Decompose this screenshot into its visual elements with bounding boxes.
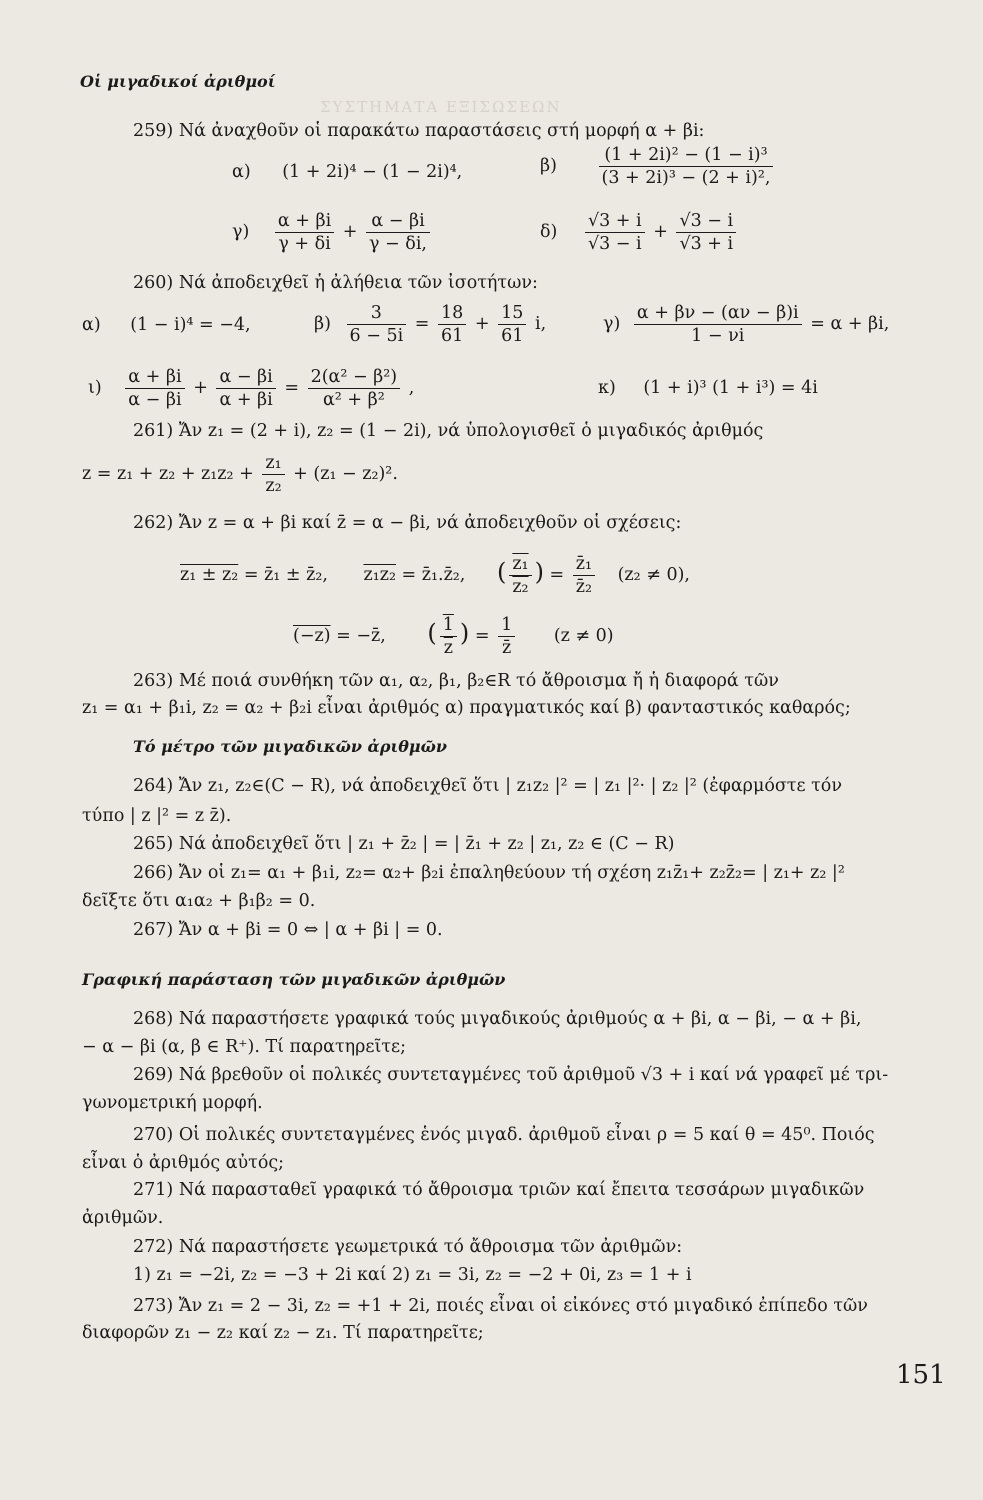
fraction xyxy=(216,366,275,411)
numerator: (1 + 2i)² − (1 − i)³ xyxy=(599,144,774,167)
fraction xyxy=(599,144,774,189)
numerator: z̄₁ xyxy=(573,553,595,576)
numerator: α + βi xyxy=(275,210,334,233)
item-label: β) xyxy=(314,314,331,334)
exercise-261-line1 xyxy=(133,420,763,442)
exercise-270-line1 xyxy=(133,1124,875,1146)
exercise-text: Οἱ πολικές συντεταγμένες ἑνός μιγαδ. ἀριθμοῦ εἶναι ρ = 5 καί θ = 45⁰. Ποιός xyxy=(178,1125,875,1145)
exercise-259-intro xyxy=(133,120,704,142)
equals-sign: = xyxy=(414,314,430,334)
numerator: 18 xyxy=(438,302,466,325)
exercise-268-line2: − α − βi (α, β ∈ R⁺). Τί παρατηρεῖτε; xyxy=(82,1037,406,1057)
exercise-label: 262) xyxy=(133,513,174,533)
item-label: α) xyxy=(232,162,251,182)
page-number: 151 xyxy=(896,1360,946,1390)
exercise-text: Ἄν οἱ z₁= α₁ + β₁i, z₂= α₂+ β₂i ἐπαληθεύουν τή σχέση z₁z̄₁+ z₂z̄₂= | z₁+ z₂ |² xyxy=(178,863,845,883)
expression: = z̄₁ ± z̄₂, xyxy=(243,565,328,585)
condition: (z ≠ 0) xyxy=(553,626,614,646)
exercise-text: Μέ ποιά συνθήκη τῶν α₁, α₂, β₁, β₂∈R τό ἄθροισμα ἤ ἡ διαφορά τῶν xyxy=(178,671,779,691)
exercise-272-line1 xyxy=(133,1236,682,1258)
close-paren: ) xyxy=(534,558,544,586)
denominator: √3 − i xyxy=(587,234,642,254)
expression: = −z̄, xyxy=(336,626,386,646)
denominator: z xyxy=(443,638,453,658)
exercise-263-line1 xyxy=(133,670,779,692)
numerator: 3 xyxy=(347,302,407,325)
exercise-264-line1 xyxy=(133,775,842,797)
exercise-261-line2 xyxy=(82,452,398,497)
expression-tail: = α + βi, xyxy=(810,314,890,334)
fraction xyxy=(498,614,515,659)
exercise-260-a xyxy=(82,314,251,336)
numerator: √3 + i xyxy=(585,210,645,233)
numerator: α + βi xyxy=(125,366,184,389)
exercise-text: Ἄν z₁, z₂∈(C − R), νά ἀποδειχθεῖ ὅτι | z₁z₂ |² = | z₁ |²· | z₂ |² (ἐφαρμόστε τόν xyxy=(178,776,842,796)
section-heading-graphical: Γραφική παράσταση τῶν μιγαδικῶν ἀριθμῶν xyxy=(82,970,506,989)
expression: = z̄₁.z̄₂, xyxy=(401,565,466,585)
denominator: γ − δi, xyxy=(369,234,427,254)
fraction xyxy=(498,302,526,347)
denominator: z₂ xyxy=(512,577,529,597)
exercise-262-intro xyxy=(133,512,681,534)
denominator: z̄₂ xyxy=(575,577,593,597)
exercise-text: Νά ἀναχθοῦν οἱ παρακάτω παραστάσεις στή μορφή α + βi: xyxy=(178,121,705,141)
fraction xyxy=(440,614,457,659)
section-heading-modulus: Τό μέτρο τῶν μιγαδικῶν ἀριθμῶν xyxy=(133,737,447,756)
close-paren: ) xyxy=(459,619,470,647)
exercise-268-line1 xyxy=(133,1008,861,1030)
denominator: α − βi xyxy=(128,390,182,410)
item-label: γ) xyxy=(603,314,621,334)
item-label: δ) xyxy=(540,222,558,242)
exercise-260-intro xyxy=(133,272,538,294)
fraction xyxy=(125,366,184,411)
expression: (1 − i)⁴ = −4, xyxy=(130,315,251,335)
exercise-259-b xyxy=(540,144,776,189)
exercise-271-line2: ἀριθμῶν. xyxy=(82,1208,164,1228)
expression: (1 + 2i)⁴ − (1 − 2i)⁴, xyxy=(282,162,463,182)
exercise-label: 260) xyxy=(133,273,174,293)
exercise-text: Νά παραστήσετε γεωμετρικά τό ἄθροισμα τῶν ἀριθμῶν: xyxy=(178,1237,683,1257)
conjugate-negation: (−z) xyxy=(293,626,331,646)
item-label: α) xyxy=(82,315,101,335)
conjugate-product: z₁z₂ xyxy=(363,565,396,585)
exercise-label: 272) xyxy=(133,1237,174,1257)
fraction xyxy=(275,210,334,255)
exercise-text: Νά ἀποδειχθεῖ ὅτι | z₁ + z̄₂ | = | z̄₁ + z₂ | z₁, z₂ ∈ (C − R) xyxy=(178,834,675,854)
item-label: γ) xyxy=(232,222,250,242)
fraction xyxy=(676,210,736,255)
denominator: α + βi xyxy=(219,390,273,410)
fraction xyxy=(585,210,645,255)
denominator: γ + δi xyxy=(278,234,331,254)
open-paren: ( xyxy=(496,558,507,586)
equals-sign: = xyxy=(284,378,300,398)
exercise-266-line2: δεῖξτε ὅτι α₁α₂ + β₁β₂ = 0. xyxy=(82,891,316,911)
exercise-label: 270) xyxy=(133,1125,174,1145)
exercise-text: Νά ἀποδειχθεῖ ἡ ἀλήθεια τῶν ἰσοτήτων: xyxy=(178,273,538,293)
numerator: α + βν − (αν − β)i xyxy=(634,302,802,325)
denominator: 6 − 5i xyxy=(349,326,404,346)
exercise-text: Νά παρασταθεῖ γραφικά τό ἄθροισμα τριῶν καί ἔπειτα τεσσάρων μιγαδικῶν xyxy=(178,1180,865,1200)
exercise-265 xyxy=(133,833,675,855)
numerator: z₁ xyxy=(509,553,531,576)
exercise-text: Ἄν z = α + βi καί z̄ = α − βi, νά ἀποδειχθοῦν οἱ σχέσεις: xyxy=(178,513,682,533)
exercise-269-line2: γωνομετρική μορφή. xyxy=(82,1093,263,1113)
exercise-text: Νά παραστήσετε γραφικά τούς μιγαδικούς ἀριθμούς α + βi, α − βi, − α + βi, xyxy=(178,1009,862,1029)
fraction xyxy=(262,452,284,497)
fraction xyxy=(308,366,401,411)
equals-sign: = xyxy=(549,565,565,585)
exercise-270-line2: εἶναι ὁ ἀριθμός αὐτός; xyxy=(82,1153,285,1173)
exercise-263-line2: z₁ = α₁ + β₁i, z₂ = α₂ + β₂i εἶναι ἀριθμός α) πραγματικός καί β) φανταστικός καθαρός; xyxy=(82,698,851,718)
numerator: 1 xyxy=(498,614,515,637)
numerator: z₁ xyxy=(262,452,284,475)
fraction xyxy=(347,302,407,347)
exercise-label: 261) xyxy=(133,421,174,441)
exercise-259-a xyxy=(232,161,462,183)
plus-sign: + xyxy=(474,314,490,334)
denominator: z₂ xyxy=(265,476,282,496)
expression: (1 + i)³ (1 + i³) = 4i xyxy=(643,378,818,398)
denominator: (3 + 2i)³ − (2 + i)², xyxy=(601,168,771,188)
numerator: √3 − i xyxy=(676,210,736,233)
fraction xyxy=(634,302,802,347)
exercise-label: 268) xyxy=(133,1009,174,1029)
denominator: √3 + i xyxy=(679,234,734,254)
equals-sign: = xyxy=(474,626,490,646)
fraction xyxy=(366,210,430,255)
numerator: α − βi xyxy=(216,366,275,389)
denominator: 61 xyxy=(441,326,464,346)
exercise-273-line1 xyxy=(133,1295,868,1317)
exercise-266-line1 xyxy=(133,862,845,884)
fraction xyxy=(573,553,595,598)
exercise-272-line2: 1) z₁ = −2i, z₂ = −3 + 2i καί 2) z₁ = 3i, z₂ = −2 + 0i, z₃ = 1 + i xyxy=(133,1265,692,1285)
bleed-through-text: ΣΥΣΤΗΜΑΤΑ ΕΞΙΣΩΣΕΩΝ xyxy=(320,98,562,116)
fraction xyxy=(438,302,466,347)
exercise-262-row2 xyxy=(293,614,614,659)
plus-sign: + xyxy=(342,222,358,242)
plus-sign: + xyxy=(653,222,668,242)
exercise-label: 265) xyxy=(133,834,174,854)
exercise-269-line1 xyxy=(133,1064,888,1086)
exercise-text: Ἄν α + βi = 0 ⇔ | α + βi | = 0. xyxy=(178,920,443,940)
fraction xyxy=(509,553,531,598)
exercise-267 xyxy=(133,919,443,941)
comma: , xyxy=(408,378,415,398)
exercise-label: 264) xyxy=(133,776,174,796)
exercise-273-line2: διαφορῶν z₁ − z₂ καί z₂ − z₁. Τί παρατηρεῖτε; xyxy=(82,1323,484,1343)
exercise-text: Νά βρεθοῦν οἱ πολικές συντεταγμένες τοῦ ἀριθμοῦ √3 + i καί νά γραφεῖ μέ τρι- xyxy=(178,1065,889,1085)
numerator: 15 xyxy=(498,302,526,325)
denominator: α² + β² xyxy=(322,390,385,410)
exercise-label: 269) xyxy=(133,1065,174,1085)
exercise-260-k xyxy=(598,377,818,399)
condition: (z₂ ≠ 0), xyxy=(617,565,690,585)
exercise-271-line1 xyxy=(133,1179,864,1201)
exercise-label: 267) xyxy=(133,920,174,940)
exercise-label: 259) xyxy=(133,121,174,141)
plus-sign: + xyxy=(193,378,208,398)
denominator: 1 − νi xyxy=(691,326,745,346)
numerator: 1 xyxy=(440,614,457,637)
denominator: 61 xyxy=(501,326,524,346)
conjugate-sum: z₁ ± z₂ xyxy=(180,565,239,585)
exercise-260-i xyxy=(88,366,414,411)
denominator: z̄ xyxy=(502,638,512,658)
exercise-262-row1 xyxy=(180,553,690,598)
exercise-label: 271) xyxy=(133,1180,174,1200)
exercise-label: 263) xyxy=(133,671,174,691)
section-heading-complex-numbers: Οἱ μιγαδικοί ἀριθμοί xyxy=(80,72,276,91)
exercise-259-c xyxy=(232,210,433,255)
exercise-label: 266) xyxy=(133,863,174,883)
expression: z = z₁ + z₂ + z₁z₂ + xyxy=(82,464,254,484)
numerator: 2(α² − β²) xyxy=(308,366,401,389)
exercise-260-c xyxy=(603,302,889,347)
numerator: α − βi xyxy=(366,210,430,233)
exercise-text: Ἄν z₁ = 2 − 3i, z₂ = +1 + 2i, ποιές εἶναι οἱ εἰκόνες στό μιγαδικό ἐπίπεδο τῶν xyxy=(178,1296,868,1316)
item-label: κ) xyxy=(598,378,616,398)
open-paren: ( xyxy=(427,619,437,647)
exercise-264-line2: τύπο | z |² = z z̄). xyxy=(82,806,232,826)
item-label: β) xyxy=(540,156,557,176)
exercise-260-b xyxy=(314,302,546,347)
expression: + (z₁ − z₂)². xyxy=(293,464,398,484)
exercise-259-d xyxy=(540,210,739,255)
exercise-text: Ἄν z₁ = (2 + i), z₂ = (1 − 2i), νά ὑπολογισθεῖ ὁ μιγαδικός ἀριθμός xyxy=(178,421,764,441)
item-label: ι) xyxy=(88,378,102,398)
imaginary-unit: i, xyxy=(534,314,547,334)
exercise-label: 273) xyxy=(133,1296,174,1316)
